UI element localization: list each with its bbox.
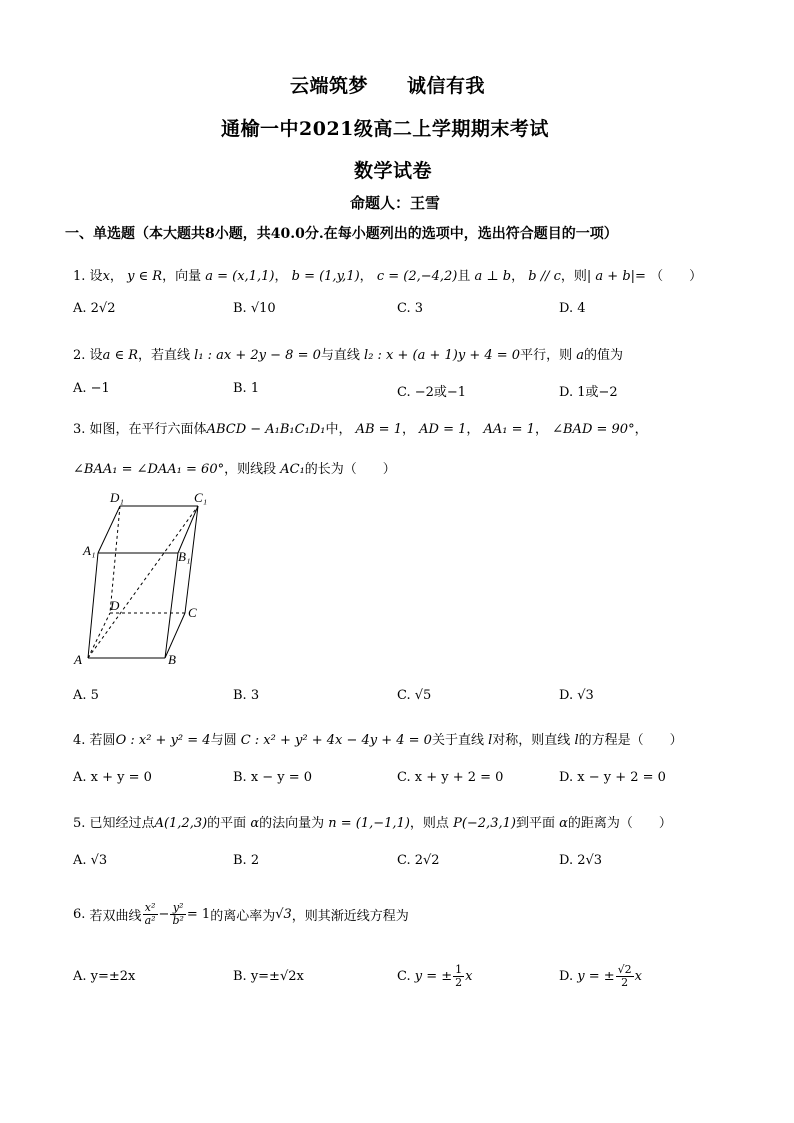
q2-option-c[interactable]: C. −2或−1 [397, 385, 467, 400]
fraction-one-half: $\frac{1}{2}$ [455, 962, 463, 989]
q4-option-c[interactable]: C. x + y + 2 = 0 [397, 770, 504, 785]
question-4: 4. 若圆O : x² + y² = 4与圆 C : x² + y² + 4x − 4y + 4 = 0关于直线 l对称，则直线 l的方程是（ ） [73, 733, 683, 748]
label-a: A [74, 652, 82, 667]
q4-option-d[interactable]: D. x − y + 2 = 0 [559, 770, 666, 785]
label-d: D [110, 598, 120, 613]
q3-option-d[interactable]: D. √3 [559, 688, 594, 703]
q4-option-a[interactable]: A. x + y = 0 [73, 770, 152, 785]
q2-option-b[interactable]: B. 1 [233, 381, 260, 396]
q5-option-c[interactable]: C. 2√2 [397, 853, 440, 868]
label-b1: B₁ [178, 549, 191, 564]
question-number: 4. [73, 733, 86, 748]
question-number: 1. [73, 269, 86, 284]
parallelepiped-figure [70, 488, 220, 673]
question-2: 2. 设a ∈ R，若直线 l₁ : ax + 2y − 8 = 0与直线 l₂ : x + (a + 1)y + 4 = 0平行，则 a的值为 [73, 348, 624, 363]
q1-option-c[interactable]: C. 3 [397, 301, 424, 316]
q6-option-b[interactable]: B. y=±√2x [233, 969, 304, 984]
author-line: 命题人：王雪 [350, 194, 441, 212]
question-6: 6. 若双曲线 $\frac{\text{x²}}{\text{a²}}$ − $\frac{\text{y²}}{\text{b²}}$ = 1 的离心率为 √3 ，则其渐近线方程为 [73, 900, 409, 927]
exam-title: 通榆一中2021级高二上学期期末考试 [221, 118, 549, 140]
question-number: 5. [73, 816, 86, 831]
label-a1: A₁ [83, 543, 96, 558]
q6-option-c[interactable]: C. y = ± $\frac{1}{2}$ x [397, 962, 473, 989]
question-3-line-2: ∠BAA₁ = ∠DAA₁ = 60°，则线段 AC₁的长为（ ） [73, 462, 396, 477]
motto: 云端筑梦 诚信有我 [290, 75, 486, 97]
q3-option-c[interactable]: C. √5 [397, 688, 432, 703]
q2-option-d[interactable]: D. 1或−2 [559, 385, 618, 400]
question-number: 3. [73, 422, 86, 437]
label-c: C [188, 605, 197, 620]
q1-option-b[interactable]: B. √10 [233, 301, 276, 316]
fraction-root2-half: $\frac{√2}{2}$ [617, 962, 632, 989]
q5-option-b[interactable]: B. 2 [233, 853, 260, 868]
q6-option-d[interactable]: D. y = ± $\frac{√2}{2}$ x [559, 962, 642, 989]
q2-option-a[interactable]: A. −1 [73, 381, 110, 396]
question-5: 5. 已知经过点A(1,2,3)的平面 α的法向量为 n = (1,−1,1)，则点 P(−2,3,1)到平面 α的距离为（ ） [73, 816, 672, 831]
question-number: 6. [73, 906, 86, 922]
q3-option-b[interactable]: B. 3 [233, 688, 260, 703]
q4-option-b[interactable]: B. x − y = 0 [233, 770, 313, 785]
question-number: 2. [73, 348, 86, 363]
question-3-line-1: 3. 如图，在平行六面体ABCD − A₁B₁C₁D₁中， AB = 1， AD = 1， AA₁ = 1， ∠BAD = 90°， [73, 422, 648, 437]
q5-option-d[interactable]: D. 2√3 [559, 853, 603, 868]
question-1: 1. 设x， y ∈ R，向量 a = (x,1,1)， b = (1,y,1)， c = (2,−4,2)且 a ⊥ b， b // c，则| a + b|= （ ） [73, 269, 703, 284]
q6-option-a[interactable]: A. y=±2x [73, 969, 136, 984]
label-c1: C₁ [194, 490, 208, 505]
fraction-y2-b2: $\frac{\text{y²}}{\text{b²}}$ [172, 900, 184, 927]
q3-option-a[interactable]: A. 5 [73, 688, 99, 703]
fraction-x2-a2: $\frac{\text{x²}}{\text{a²}}$ [144, 900, 156, 927]
label-b: B [168, 652, 176, 667]
section-title: 一、单选题（本大题共8小题，共40.0分.在每小题列出的选项中，选出符合题目的一项） [65, 226, 618, 242]
label-d1: D₁ [110, 490, 124, 505]
q5-option-a[interactable]: A. √3 [73, 853, 108, 868]
q1-option-a[interactable]: A. 2√2 [73, 301, 116, 316]
q1-option-d[interactable]: D. 4 [559, 301, 586, 316]
subject-title: 数学试卷 [354, 160, 433, 182]
